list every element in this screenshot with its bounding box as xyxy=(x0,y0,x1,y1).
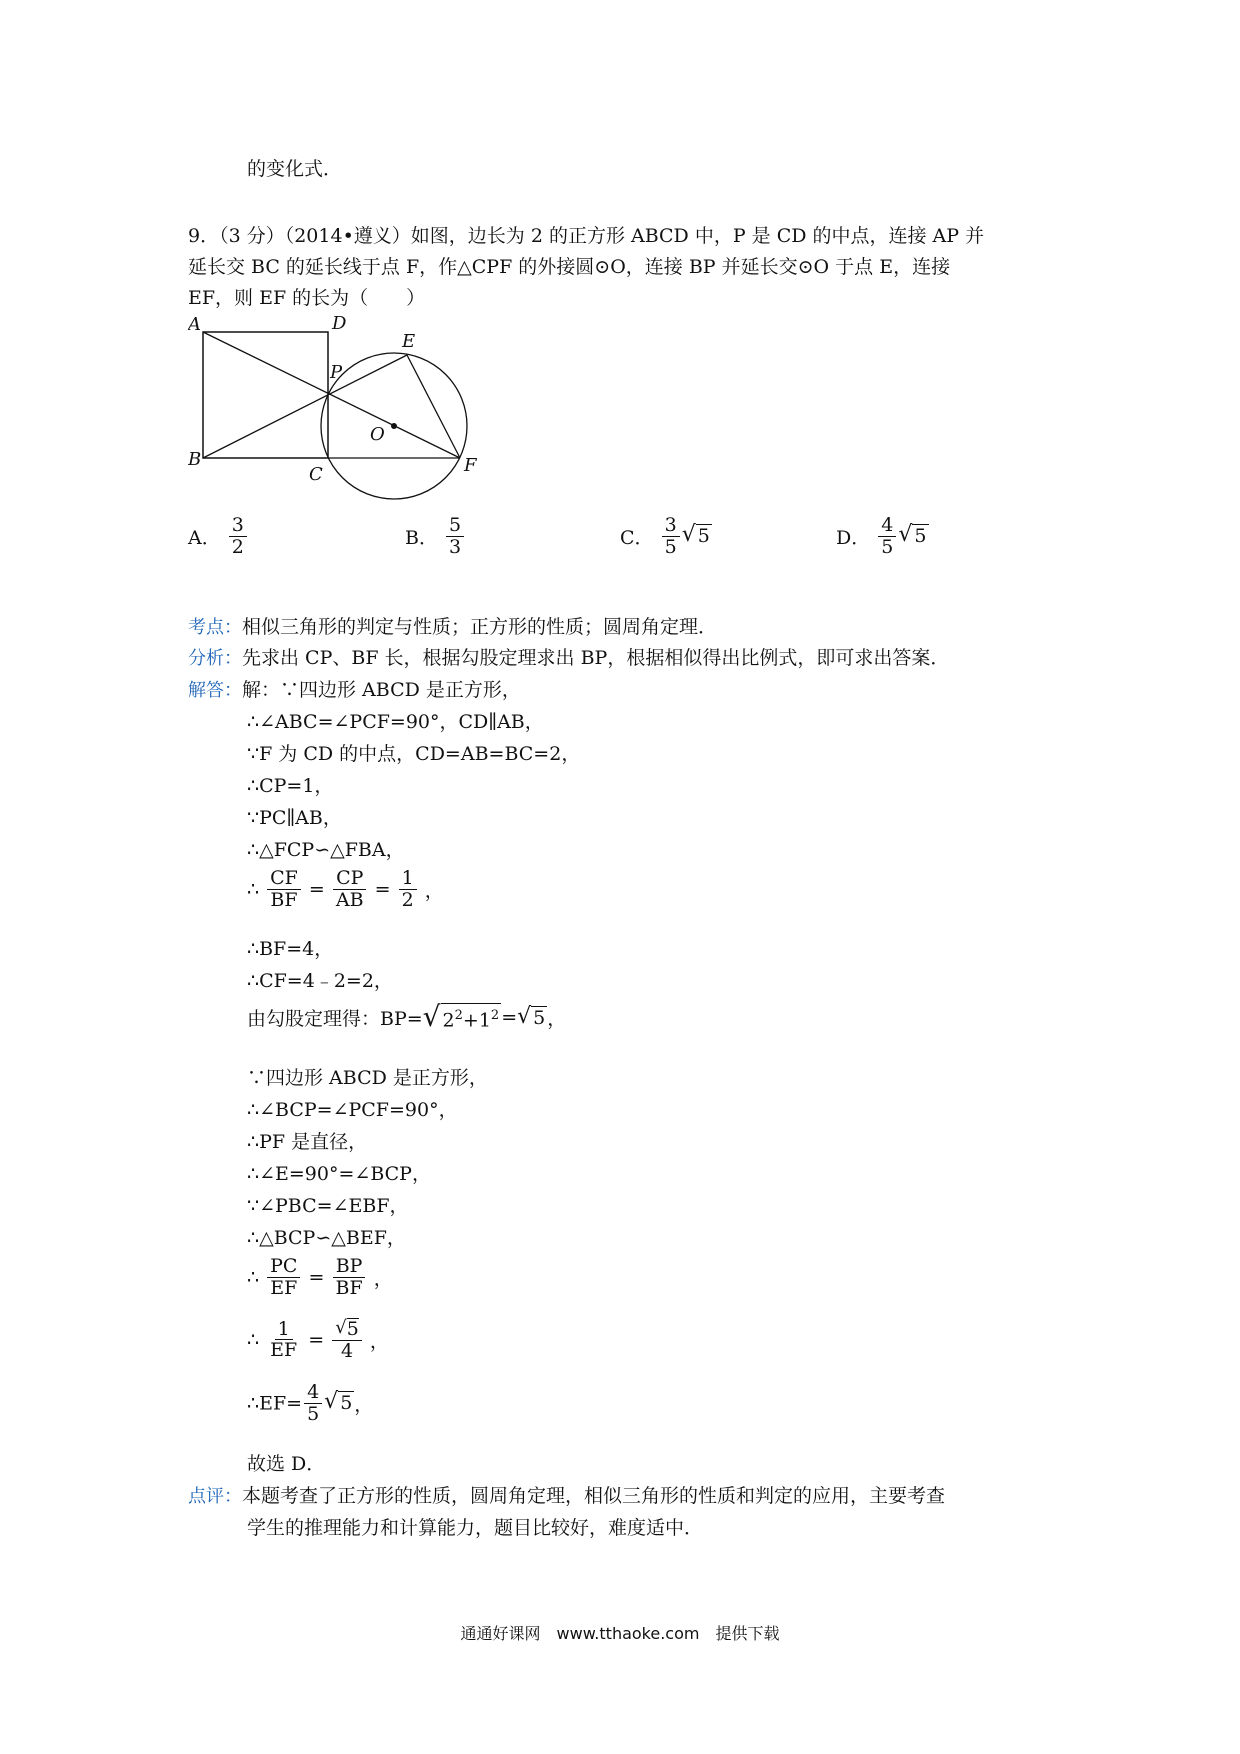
option-d xyxy=(836,515,929,558)
option-c-label: C． xyxy=(620,526,654,549)
option-c xyxy=(620,515,712,558)
equals-sign: = xyxy=(308,878,325,901)
option-d-label: D． xyxy=(836,526,871,549)
line-ef xyxy=(407,355,460,458)
jieda-line-4: ∴CP=1， xyxy=(247,775,334,797)
label-a: A xyxy=(188,314,201,335)
jieda-line-11: ∴PF 是直径， xyxy=(247,1131,368,1153)
fraction-row-3-prefix: ∴ xyxy=(247,1328,260,1351)
square-abcd xyxy=(203,332,328,458)
jieda-line-3: ∵F 为 CD 的中点，CD=AB=BC=2， xyxy=(247,743,581,765)
label-o: O xyxy=(370,424,385,445)
fraction-row-2-prefix: ∴ xyxy=(247,1266,260,1289)
jieda-line-10: ∴∠BCP=∠PCF=90°， xyxy=(247,1099,458,1121)
label-d: D xyxy=(332,313,347,334)
option-a-numerator: 3 xyxy=(229,515,247,537)
punctuation: ， xyxy=(547,1008,567,1031)
option-c-radicand: 5 xyxy=(697,525,710,548)
frac-cf-denominator: BF xyxy=(270,888,298,911)
punctuation: ， xyxy=(354,1393,374,1416)
option-b xyxy=(405,515,466,558)
question-line-1: 9．（3 分）（2014•遵义）如图，边长为 2 的正方形 ABCD 中，P 是 CD 的中点，连接 AP 并 xyxy=(188,225,985,247)
option-a xyxy=(188,515,249,558)
frac-bp-numerator: BP xyxy=(333,1256,366,1278)
fenxi-label: 分析： xyxy=(188,648,242,669)
fraction-row-2 xyxy=(247,1256,393,1299)
question-line-2: 延长交 BC 的延长线于点 F，作△CPF 的外接圆⊙O，连接 BP 并延长交⊙O 于点 E，连接 xyxy=(188,256,951,278)
frac-half-numerator: 1 xyxy=(399,868,417,890)
center-o-point xyxy=(391,423,397,429)
sqrt-five: √ 5 xyxy=(517,1003,546,1029)
frac-sqrt5-numerator: √ 5 xyxy=(332,1318,362,1341)
bp-sqrt: √ $2^2+1^2$ xyxy=(422,1000,500,1033)
option-d-denominator: 5 xyxy=(881,535,894,558)
label-f: F xyxy=(464,455,477,476)
top-text: 的变化式． xyxy=(247,158,343,180)
ef-result-prefix: ∴EF= xyxy=(247,1392,303,1415)
answer-line: 故选 D． xyxy=(247,1453,326,1475)
option-b-label: B． xyxy=(405,526,438,549)
dianping-label: 点评： xyxy=(188,1486,242,1507)
sqrt-five-radicand: 5 xyxy=(533,1006,546,1029)
kaodian-text: 相似三角形的判定与性质；正方形的性质；圆周角定理． xyxy=(242,616,718,638)
plus-sign: + xyxy=(462,1009,479,1032)
ef-result-denominator: 5 xyxy=(307,1402,320,1425)
frac-bp-denominator: BF xyxy=(335,1276,363,1299)
fenxi-text: 先求出 CP、BF 长，根据勾股定理求出 BP，根据相似得出比例式，即可求出答案． xyxy=(242,647,950,669)
question-line-3: EF，则 EF 的长为（ ） xyxy=(188,287,426,309)
frac-cp-numerator: CP xyxy=(333,868,366,890)
jieda-line-9: ∵四边形 ABCD 是正方形， xyxy=(247,1067,488,1089)
dianping-line-2: 学生的推理能力和计算能力，题目比较好，难度适中． xyxy=(247,1517,704,1539)
punctuation: ， xyxy=(369,1330,389,1353)
jieda-row xyxy=(188,675,521,702)
frac-one-numerator: 1 xyxy=(275,1319,293,1341)
equals-sign: = xyxy=(308,1266,325,1289)
ef-result-sqrt: √ 5 xyxy=(324,1389,353,1415)
equals-sign: = xyxy=(501,1006,518,1029)
label-e: E xyxy=(402,331,416,352)
option-d-radicand: 5 xyxy=(914,525,927,548)
jieda-line-2: ∴∠ABC=∠PCF=90°，CD∥AB， xyxy=(247,711,544,733)
dianping-row xyxy=(188,1481,945,1508)
kaodian-label: 考点： xyxy=(188,617,242,638)
ef-result-row xyxy=(247,1382,373,1425)
equals-sign: = xyxy=(374,878,391,901)
option-a-label: A． xyxy=(188,526,221,549)
ef-result-radicand: 5 xyxy=(340,1392,353,1415)
punctuation: ， xyxy=(373,1267,393,1290)
kaodian-row xyxy=(188,612,717,639)
geometry-diagram xyxy=(188,310,488,510)
bp-exponent-2: 2 xyxy=(490,1008,500,1023)
frac-sqrt5-denominator: 4 xyxy=(340,1339,354,1362)
punctuation: ， xyxy=(424,879,444,902)
fraction-row-1-prefix: ∴ xyxy=(247,878,260,901)
page-footer: 通通好课网 www.tthaoke.com 提供下载 xyxy=(460,1624,780,1643)
dianping-line-1: 本题考查了正方形的性质，圆周角定理，相似三角形的性质和判定的应用，主要考查 xyxy=(242,1485,946,1507)
jieda-line-14: ∴△BCP∽△BEF， xyxy=(247,1227,406,1249)
jieda-label: 解答： xyxy=(188,680,242,701)
jieda-line-1: 解：∵四边形 ABCD 是正方形， xyxy=(242,679,521,701)
bp-base-1: 2 xyxy=(442,1009,455,1032)
label-p: P xyxy=(330,362,343,383)
fenxi-row xyxy=(188,643,949,670)
frac-one-denominator: EF xyxy=(270,1339,298,1362)
fraction-row-1 xyxy=(247,868,444,911)
bp-prefix: 由勾股定理得：BP= xyxy=(247,1008,423,1031)
bp-formula-row xyxy=(247,1000,567,1033)
equals-sign: = xyxy=(308,1328,325,1351)
frac-cp-denominator: AB xyxy=(335,888,364,911)
option-c-sqrt: √ 5 xyxy=(681,522,710,548)
frac-pc-denominator: EF xyxy=(270,1276,298,1299)
option-c-denominator: 5 xyxy=(664,535,677,558)
jieda-line-6: ∴△FCP∽△FBA， xyxy=(247,839,405,861)
jieda-line-13: ∵∠PBC=∠EBF， xyxy=(247,1195,409,1217)
bp-base-2: 1 xyxy=(478,1009,491,1032)
frac-sqrt5-radicand: 5 xyxy=(346,1318,359,1340)
option-b-denominator: 3 xyxy=(449,535,462,558)
label-c: C xyxy=(309,464,323,485)
jieda-line-7: ∴BF=4， xyxy=(247,938,334,960)
jieda-line-5: ∵PC∥AB， xyxy=(247,807,342,829)
fraction-row-3 xyxy=(247,1318,389,1362)
jieda-line-8: ∴CF=4﹣2=2， xyxy=(247,970,393,992)
option-d-sqrt: √ 5 xyxy=(898,522,927,548)
option-a-denominator: 2 xyxy=(231,535,244,558)
frac-cf-numerator: CF xyxy=(267,868,301,890)
jieda-line-12: ∴∠E=90°=∠BCP， xyxy=(247,1163,431,1185)
frac-pc-numerator: PC xyxy=(267,1256,300,1278)
option-b-numerator: 5 xyxy=(446,515,464,537)
option-c-numerator: 3 xyxy=(662,515,680,537)
label-b: B xyxy=(188,449,202,470)
option-d-numerator: 4 xyxy=(878,515,896,537)
ef-result-numerator: 4 xyxy=(304,1382,322,1404)
frac-half-denominator: 2 xyxy=(401,888,414,911)
bp-exponent-1: 2 xyxy=(454,1008,463,1023)
